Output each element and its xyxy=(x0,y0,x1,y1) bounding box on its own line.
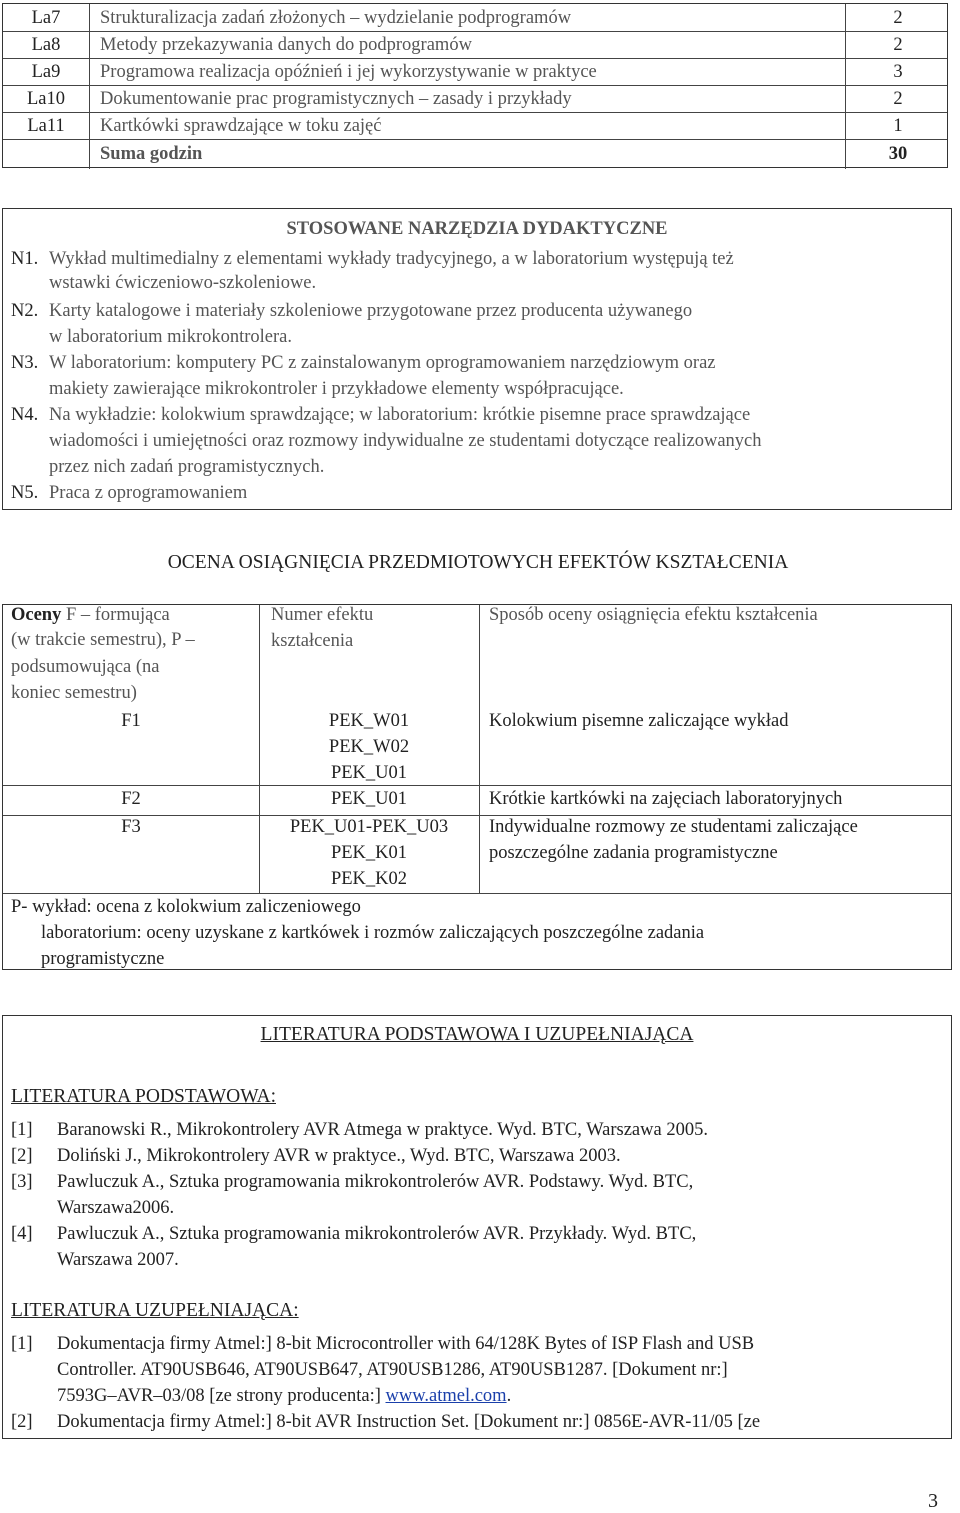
ref-text: . xyxy=(506,1386,512,1406)
ref-text: Pawluczuk A., Sztuka programowania mikrokontrolerów AVR. Podstawy. Wyd. BTC, xyxy=(57,1172,694,1192)
marks-header-line xyxy=(11,605,170,626)
table-row xyxy=(3,85,947,113)
literature-heading: LITERATURA PODSTAWOWA I UZUPEŁNIAJĄCA xyxy=(260,1024,694,1045)
method-text: Kolokwium pisemne zaliczające wykład xyxy=(489,711,789,731)
tool-text: wstawki ćwiczeniowo-szkoleniowe. xyxy=(49,273,317,293)
topic-hours: 2 xyxy=(845,31,950,58)
tool-number: N2. xyxy=(11,301,39,321)
tool-text: W laboratorium: komputery PC z zainstalowanym oprogramowaniem narzędziowym oraz xyxy=(49,353,716,373)
effect-code: PEK_W02 xyxy=(328,737,410,757)
ref-text-with-link xyxy=(57,1386,511,1407)
tool-text: w laboratorium mikrokontrolera. xyxy=(49,327,293,347)
marks-header-line: podsumowująca (na xyxy=(11,657,160,677)
ref-number: [4] xyxy=(11,1224,33,1244)
row-divider xyxy=(3,893,951,894)
marks-header-bold: Oceny xyxy=(11,605,62,625)
ref-number: [2] xyxy=(11,1146,33,1166)
lab-topics-table xyxy=(2,3,948,168)
tool-number: N5. xyxy=(11,483,39,503)
tool-number: N4. xyxy=(11,405,39,425)
topic-title: Metody przekazywania danych do podprogramów xyxy=(89,31,856,58)
effect-code: PEK_U01 xyxy=(330,763,408,783)
topic-code: La8 xyxy=(31,35,61,55)
summary-line: laboratorium: oceny uzyskane z kartkówek i rozmów zaliczających poszczególne zadania xyxy=(41,923,705,943)
page-number: 3 xyxy=(928,1490,938,1512)
topic-code: La11 xyxy=(27,116,65,136)
tool-text: Wykład multimedialny z elementami wykłady tradycyjnego, a w laboratorium występują też xyxy=(49,249,734,269)
supplementary-literature-heading: LITERATURA UZUPEŁNIAJĄCA: xyxy=(11,1300,299,1321)
tool-text: Na wykładzie: kolokwium sprawdzające; w laboratorium: krótkie pisemne prace sprawdzające xyxy=(49,405,751,425)
topic-code: La10 xyxy=(26,89,65,109)
sum-row xyxy=(3,139,947,169)
table-row xyxy=(3,31,947,59)
sum-label: Suma godzin xyxy=(89,139,856,169)
ref-text: Pawluczuk A., Sztuka programowania mikrokontrolerów AVR. Przykłady. Wyd. BTC, xyxy=(57,1224,697,1244)
ref-number: [2] xyxy=(11,1412,33,1432)
marks-header-line: (w trakcie semestru), P – xyxy=(11,630,195,650)
ref-text: Dokumentacja firmy Atmel:] 8-bit AVR Instruction Set. [Dokument nr:] 0856E-AVR-11/05 [ze xyxy=(57,1412,761,1432)
ref-text: 7593G–AVR–03/08 [ze strony producenta:] xyxy=(57,1386,386,1406)
effect-code: PEK_W01 xyxy=(328,711,410,731)
topic-title: Dokumentowanie prac programistycznych – zasady i przykłady xyxy=(89,85,856,112)
summary-line: programistyczne xyxy=(41,949,165,969)
topic-title: Strukturalizacja zadań złożonych – wydzielanie podprogramów xyxy=(89,4,856,31)
row-divider xyxy=(3,815,951,816)
mark-label: F3 xyxy=(121,817,141,837)
row-divider xyxy=(3,785,951,786)
summary-line: P- wykład: ocena z kolokwium zaliczeniowego xyxy=(11,897,361,917)
tool-text: przez nich zadań programistycznych. xyxy=(49,457,325,477)
ref-text: Baranowski R., Mikrokontrolery AVR Atmega w praktyce. Wyd. BTC, Warszawa 2005. xyxy=(57,1120,708,1140)
tool-text: Karty katalogowe i materiały szkoleniowe przygotowane przez producenta używanego xyxy=(49,301,693,321)
literature-section xyxy=(2,1015,952,1439)
effect-code: PEK_K01 xyxy=(330,843,408,863)
tool-number: N3. xyxy=(11,353,39,373)
table-row xyxy=(3,112,947,140)
table-row xyxy=(3,4,947,32)
marks-header-text: F – formująca xyxy=(65,605,170,625)
topic-hours: 3 xyxy=(845,58,950,85)
basic-literature-heading: LITERATURA PODSTAWOWA: xyxy=(11,1086,276,1107)
topic-code: La7 xyxy=(31,8,61,28)
topic-hours: 2 xyxy=(845,85,950,112)
effect-code: PEK_U01 xyxy=(330,789,408,809)
assessment-heading: OCENA OSIĄGNIĘCIA PRZEDMIOTOWYCH EFEKTÓW KSZTAŁCENIA xyxy=(167,552,789,573)
sum-empty-cell xyxy=(3,139,89,169)
method-text: Indywidualne rozmowy ze studentami zaliczające xyxy=(489,817,858,837)
mark-label: F1 xyxy=(121,711,141,731)
section-heading: STOSOWANE NARZĘDZIA DYDAKTYCZNE xyxy=(286,219,668,239)
teaching-tools-section xyxy=(2,208,952,510)
ref-text: Warszawa2006. xyxy=(57,1198,175,1218)
method-header: Sposób oceny osiągnięcia efektu kształcenia xyxy=(489,605,818,625)
ref-text: Controller. AT90USB646, AT90USB647, AT90USB1286, AT90USB1287. [Dokument nr:] xyxy=(57,1360,728,1380)
ref-number: [1] xyxy=(11,1334,33,1354)
column-divider xyxy=(479,605,480,893)
effect-code: PEK_K02 xyxy=(330,869,408,889)
topic-hours: 2 xyxy=(845,4,950,31)
table-row xyxy=(3,58,947,86)
tool-text: makiety zawierające mikrokontroler i przykładowe elementy współpracujące. xyxy=(49,379,624,399)
topic-code: La9 xyxy=(31,62,61,82)
section-heading xyxy=(3,1024,951,1046)
ref-number: [1] xyxy=(11,1120,33,1140)
topic-title: Programowa realizacja opóźnień i jej wykorzystywanie w praktyce xyxy=(89,58,856,85)
topic-hours: 1 xyxy=(845,112,950,139)
topic-title: Kartkówki sprawdzające w toku zajęć xyxy=(89,112,856,139)
atmel-link[interactable]: www.atmel.com xyxy=(385,1386,507,1406)
ref-number: [3] xyxy=(11,1172,33,1192)
effect-header-line: Numer efektu xyxy=(271,605,374,625)
effect-code: PEK_U01-PEK_U03 xyxy=(289,817,449,837)
tool-text: wiadomości i umiejętności oraz rozmowy indywidualne ze studentami dotyczące realizowanych xyxy=(49,431,762,451)
tool-text: Praca z oprogramowaniem xyxy=(49,483,248,503)
tool-number: N1. xyxy=(11,249,39,269)
ref-text: Warszawa 2007. xyxy=(57,1250,179,1270)
sum-value: 30 xyxy=(845,139,950,169)
ref-text: Dokumentacja firmy Atmel:] 8-bit Microcontroller with 64/128K Bytes of ISP Flash and USB xyxy=(57,1334,755,1354)
method-text: Krótkie kartkówki na zajęciach laboratoryjnych xyxy=(489,789,843,809)
mark-label: F2 xyxy=(121,789,141,809)
assessment-table xyxy=(2,604,952,970)
method-text: poszczególne zadania programistyczne xyxy=(489,843,778,863)
effect-header-line: kształcenia xyxy=(271,631,354,651)
marks-header-line: koniec semestru) xyxy=(11,683,137,703)
ref-text: Doliński J., Mikrokontrolery AVR w praktyce., Wyd. BTC, Warszawa 2003. xyxy=(57,1146,621,1166)
